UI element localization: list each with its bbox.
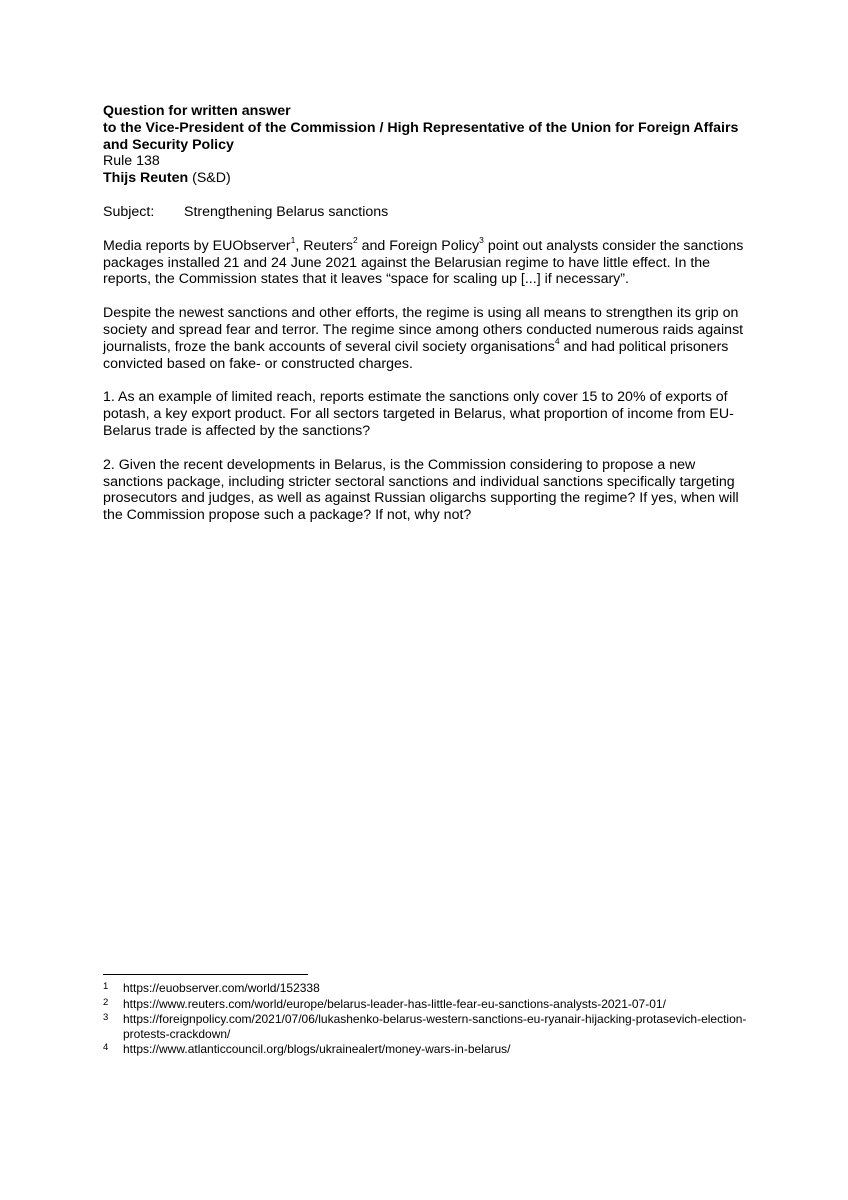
footnote-number: 3 (103, 1012, 109, 1024)
footnote-ref-2[interactable]: 2 (352, 235, 358, 246)
footnote-number: 1 (103, 981, 109, 992)
footnotes-section (103, 974, 748, 1058)
author-name: Thijs Reuten (103, 170, 189, 187)
question-header (103, 103, 748, 187)
question-1: 1. As an example of limited reach, reports estimate the sanctions only cover 15 to 20% of exports of potash, a key export product. For all sectors targeted in Belarus, what proportion of income from EU-Belarus trade is affected by the sanctions? (103, 389, 734, 439)
footnote-link[interactable]: https://foreignpolicy.com/2021/07/06/lukashenko-belarus-western-sanctions-eu-ryanair-hijacking-protasevich-election-protests-crackdown/ (123, 1012, 747, 1041)
footnote-1 (103, 981, 748, 996)
rule-number: Rule 138 (103, 153, 160, 170)
footnote-number: 2 (103, 996, 109, 1008)
footnote-ref-3[interactable]: 3 (479, 235, 484, 246)
footnote-link[interactable]: https://www.reuters.com/world/europe/belarus-leader-has-little-fear-eu-sanctions-analysts-2021-07-01/ (123, 996, 666, 1011)
text-segment: , Reuters (295, 237, 353, 254)
footnote-3 (103, 1012, 748, 1041)
footnote-link[interactable]: https://euobserver.com/world/152338 (123, 981, 320, 995)
subject-row (103, 204, 748, 221)
author-line (103, 170, 748, 187)
document-title: Question for written answer (103, 103, 291, 119)
footnote-4 (103, 1042, 748, 1057)
paragraph-media-reports (103, 235, 748, 288)
question-2: 2. Given the recent developments in Belarus, is the Commission considering to propose a new sanctions package, including stricter sectoral sanctions and individual sanctions specifically targeting prosecutors and judges, as well as against Russian oligarchs supporting the regime? If yes, when will the Commission propose such a package? If not, why not? (103, 456, 739, 524)
subject-value: Strengthening Belarus sanctions (184, 203, 389, 220)
document-page (103, 103, 748, 524)
footnote-link[interactable]: https://www.atlanticcouncil.org/blogs/ukrainealert/money-wars-in-belarus/ (123, 1042, 511, 1057)
text-segment: Despite the newest sanctions and other efforts, the regime is using all means to strengthen its grip on society and spread fear and terror. The regime since among others conducted numerous raids against journalists, froze the bank accounts of several civil society organisations (103, 305, 744, 355)
text-segment: and had political prisoners convicted based on fake- or constructed charges. (103, 338, 729, 372)
text-segment: Media reports by EUObserver (103, 237, 291, 254)
paragraph-regime-measures (103, 305, 748, 372)
footnote-ref-1[interactable]: 1 (290, 235, 296, 246)
addressee: to the Vice-President of the Commission / High Representative of the Union for Foreign Affairs and Security Policy (103, 119, 739, 153)
text-segment: and Foreign Policy (357, 237, 480, 254)
footnote-separator (103, 974, 308, 975)
footnote-2 (103, 997, 748, 1012)
text-segment: point out analysts consider the sanctions packages installed 21 and 24 June 2021 against the Belarusian regime to have little effect. In the reports, the Commission states that it leaves “space for scaling up [...] if necessary”. (103, 237, 744, 288)
subject-label: Subject: (103, 203, 155, 220)
author-group: (S&D) (192, 170, 231, 187)
footnote-number: 4 (103, 1042, 109, 1054)
footnote-ref-4[interactable]: 4 (554, 336, 560, 347)
